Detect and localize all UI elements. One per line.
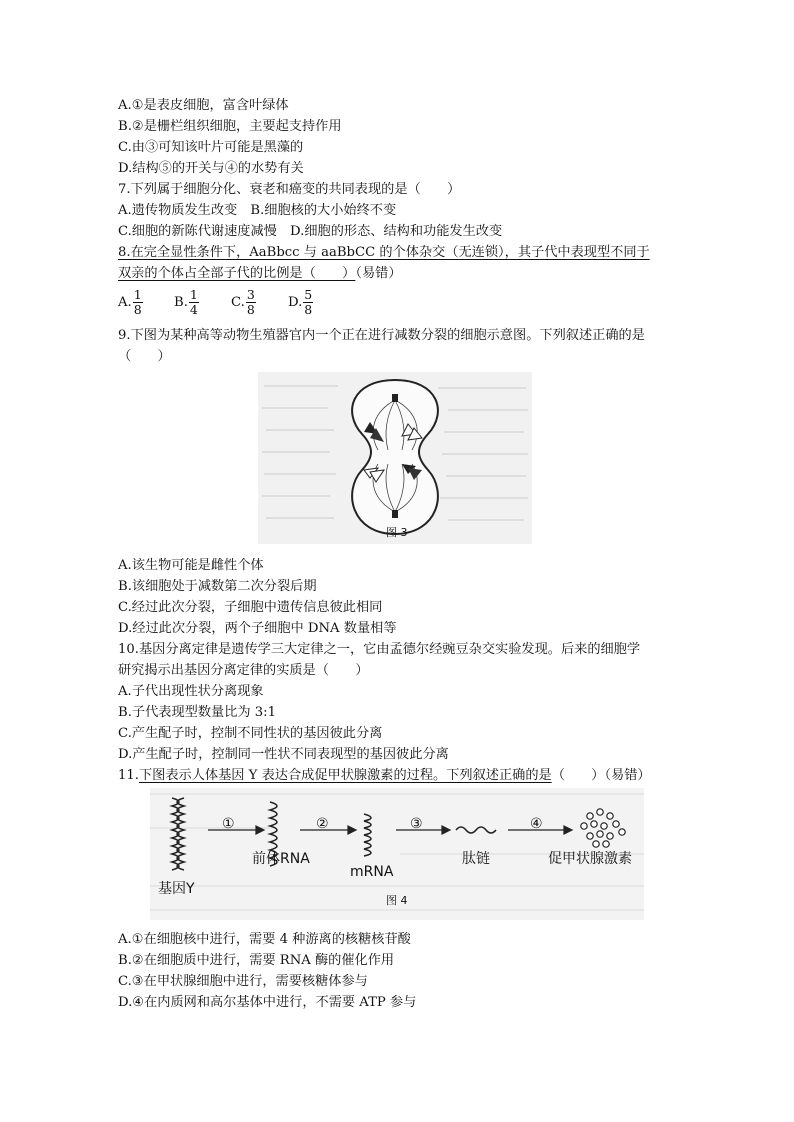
q11-stem-tail: （ ）（易错） xyxy=(551,768,651,783)
figure-4-gene-expression xyxy=(150,788,644,920)
q11-option-d: D.④在内质网和高尔基体中进行，不需要 ATP 参与 xyxy=(118,995,417,1010)
q8-option-d-letter: D. xyxy=(288,294,303,310)
q8-option-a-letter: A. xyxy=(118,294,132,310)
q8-stem-line1: 8.在完全显性条件下，AaBbcc 与 aaBbCC 的个体杂交（无连锁），其子代中表现型不同于 xyxy=(118,245,650,260)
pre-rna-label: 前体RNA xyxy=(252,851,310,867)
figure-3-caption: 图 3 xyxy=(386,526,408,539)
q7-stem: 7.下列属于细胞分化、衰老和癌变的共同表现的是（ ） xyxy=(118,182,461,197)
q11-option-a: A.①在细胞核中进行，需要 4 种游离的核糖核苷酸 xyxy=(118,932,411,947)
q6-option-a: A.①是表皮细胞，富含叶绿体 xyxy=(118,98,289,113)
gene-y-label: 基因Y xyxy=(158,881,195,897)
mrna-label: mRNA xyxy=(350,864,394,880)
q11-stem-text: 下图表示人体基因 Y 表达合成促甲状腺激素的过程。下列叙述正确的是 xyxy=(138,768,552,783)
q10-stem-line2: 研究揭示出基因分离定律的实质是（ ） xyxy=(118,663,369,678)
q6-option-d: D.结构⑤的开关与④的水势有关 xyxy=(118,161,304,176)
q9-option-b: B.该细胞处于减数第二次分裂后期 xyxy=(118,579,317,594)
q8-option-d-denominator: 8 xyxy=(304,301,313,317)
q8-option-a-fraction xyxy=(133,288,143,317)
q10-stem-line1: 10.基因分离定律是遗传学三大定律之一，它由孟德尔经豌豆杂交实验发现。后来的细胞学 xyxy=(118,642,641,657)
q7-options-ab: A.遗传物质发生改变 B.细胞核的大小始终不变 xyxy=(118,203,397,218)
q11-option-b: B.②在细胞质中进行，需要 RNA 酶的催化作用 xyxy=(118,953,395,968)
q9-stem-line2: （ ） xyxy=(118,349,171,364)
q10-option-d: D.产生配子时，控制同一性状不同表现型的基因彼此分离 xyxy=(118,747,449,762)
q6-option-b: B.②是栅栏组织细胞，主要起支持作用 xyxy=(118,119,342,134)
q11-stem xyxy=(118,766,651,786)
step-2-label: ② xyxy=(316,816,329,832)
q8-option-c xyxy=(231,286,256,318)
q8-option-c-numerator: 3 xyxy=(246,286,255,302)
q8-stem-text: 双亲的个体占全部子代的比例是（ ） xyxy=(118,266,356,281)
q11-number: 11. xyxy=(118,768,139,783)
q9-option-d: D.经过此次分裂，两个子细胞中 DNA 数量相等 xyxy=(118,621,397,636)
q8-option-c-fraction xyxy=(246,288,256,317)
cell-division-illustration xyxy=(258,372,532,544)
q9-option-c: C.经过此次分裂，子细胞中遗传信息彼此相同 xyxy=(118,600,383,615)
figure-4-caption: 图 4 xyxy=(386,894,408,907)
step-4-label: ④ xyxy=(530,816,543,832)
peptide-label: 肽链 xyxy=(462,851,490,867)
q8-option-a-denominator: 8 xyxy=(133,301,142,317)
q10-option-c: C.产生配子时，控制不同性状的基因彼此分离 xyxy=(118,726,383,741)
q10-option-b: B.子代表现型数量比为 3:1 xyxy=(118,705,276,720)
q8-option-b xyxy=(174,286,199,318)
q8-option-d xyxy=(288,286,313,318)
centriole-bottom xyxy=(392,510,398,518)
q8-option-a xyxy=(118,286,143,318)
q8-option-c-denominator: 8 xyxy=(246,301,255,317)
q8-option-a-numerator: 1 xyxy=(133,286,142,302)
q8-stem-line2 xyxy=(118,264,402,284)
step-1-label: ① xyxy=(222,816,235,832)
q7-options-cd: C.细胞的新陈代谢速度减慢 D.细胞的形态、结构和功能发生改变 xyxy=(118,224,503,239)
q8-option-b-letter: B. xyxy=(174,294,188,310)
q9-stem-line1: 9.下图为某种高等动物生殖器官内一个正在进行减数分裂的细胞示意图。下列叙述正确的是 xyxy=(118,328,645,343)
q8-tag: （易错） xyxy=(355,266,402,281)
q8-option-b-fraction xyxy=(189,288,199,317)
q8-option-c-letter: C. xyxy=(231,294,245,310)
q8-option-b-numerator: 1 xyxy=(189,286,198,302)
q9-option-a: A.该生物可能是雌性个体 xyxy=(118,558,264,573)
q10-option-a: A.子代出现性状分离现象 xyxy=(118,684,264,699)
q8-option-d-numerator: 5 xyxy=(304,286,313,302)
figure-3-cell-diagram xyxy=(258,372,532,544)
q11-option-c: C.③在甲状腺细胞中进行，需要核糖体参与 xyxy=(118,974,368,989)
step-3-label: ③ xyxy=(410,816,423,832)
q8-option-b-denominator: 4 xyxy=(189,301,198,317)
centriole-top xyxy=(392,394,398,402)
hormone-label: 促甲状腺激素 xyxy=(548,851,632,867)
q8-option-d-fraction xyxy=(303,288,313,317)
q6-option-c: C.由③可知该叶片可能是黑藻的 xyxy=(118,140,304,155)
